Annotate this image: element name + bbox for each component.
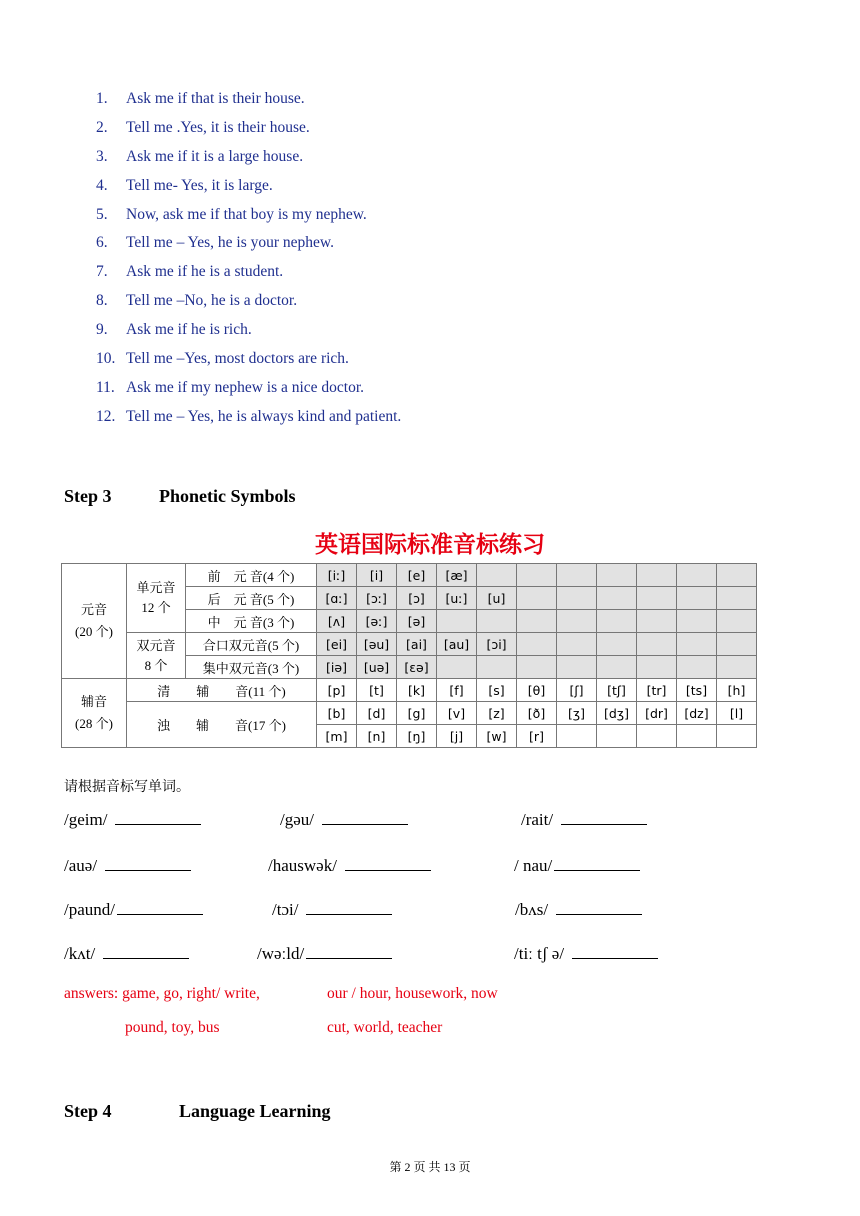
empty-cell xyxy=(477,656,517,679)
symbol-cell: [h] xyxy=(717,679,757,702)
empty-cell xyxy=(597,633,637,656)
empty-cell xyxy=(597,587,637,610)
symbol-cell: [z] xyxy=(477,702,517,725)
table-title: 英语国际标准音标练习 xyxy=(315,532,545,558)
empty-cell xyxy=(557,610,597,633)
exercise-item: /kʌt/ xyxy=(64,942,189,964)
symbol-cell: [dz] xyxy=(677,702,717,725)
answer-blank[interactable] xyxy=(556,898,642,915)
symbol-cell: [əː] xyxy=(357,610,397,633)
empty-cell xyxy=(677,633,717,656)
exercise-item: /paund/ xyxy=(64,898,203,920)
symbol-cell: [ə] xyxy=(397,610,437,633)
symbol-cell: [m] xyxy=(317,725,357,748)
empty-cell xyxy=(717,587,757,610)
front-vowel-label: 前 元 音(4 个) xyxy=(186,564,317,587)
empty-cell xyxy=(557,564,597,587)
answers-label: answers: xyxy=(64,985,119,1002)
answers-line-1a: answers: game, go, right/ write, xyxy=(64,985,260,1002)
symbol-cell: [t] xyxy=(357,679,397,702)
list-item: 4. Tell me- Yes, it is large. xyxy=(96,176,273,194)
answer-blank[interactable] xyxy=(554,854,640,871)
list-item: 12. Tell me – Yes, he is always kind and patient. xyxy=(96,407,402,425)
exercise-item: /tiː tʃ ə/ xyxy=(514,942,658,964)
exercise-item: /geim/ xyxy=(64,808,201,830)
symbol-cell: [ei] xyxy=(317,633,357,656)
exercise-item: /wəːld/ xyxy=(257,942,392,964)
symbol-cell: [d] xyxy=(357,702,397,725)
symbol-cell: [uː] xyxy=(437,587,477,610)
empty-cell xyxy=(517,587,557,610)
symbol-cell: [ʃ] xyxy=(557,679,597,702)
answer-blank[interactable] xyxy=(345,854,431,871)
symbol-cell: [n] xyxy=(357,725,397,748)
empty-cell xyxy=(517,610,557,633)
answers-line-1b: our / hour, housework, now xyxy=(327,985,498,1002)
voiceless-consonant-label: 清 辅 音(11 个) xyxy=(127,679,317,702)
empty-cell xyxy=(677,725,717,748)
exercise-item: /auə/ xyxy=(64,854,191,876)
page-footer: 第 2 页 共 13 页 xyxy=(389,1160,471,1174)
step4-label: Step 4 xyxy=(64,1101,112,1121)
symbol-cell: [e] xyxy=(397,564,437,587)
empty-cell xyxy=(557,587,597,610)
empty-cell xyxy=(477,564,517,587)
empty-cell xyxy=(717,725,757,748)
empty-cell xyxy=(517,633,557,656)
exercise-instruction: 请根据音标写单词。 xyxy=(64,779,190,795)
answer-blank[interactable] xyxy=(561,808,647,825)
symbol-cell: [dʒ] xyxy=(597,702,637,725)
symbol-cell: [r] xyxy=(517,725,557,748)
symbol-cell: [ð] xyxy=(517,702,557,725)
symbol-cell: [tr] xyxy=(637,679,677,702)
symbol-cell: [ts] xyxy=(677,679,717,702)
vowel-category: 元音 (20 个) xyxy=(62,564,127,679)
answers-line-2a: pound, toy, bus xyxy=(125,1019,220,1036)
phonetic-table xyxy=(61,563,757,748)
list-item: 7. Ask me if he is a student. xyxy=(96,263,284,281)
symbol-cell: [b] xyxy=(317,702,357,725)
symbol-cell: [ʌ] xyxy=(317,610,357,633)
empty-cell xyxy=(597,610,637,633)
symbol-cell: [uə] xyxy=(357,656,397,679)
list-item: 3. Ask me if it is a large house. xyxy=(96,147,304,165)
empty-cell xyxy=(637,725,677,748)
empty-cell xyxy=(717,564,757,587)
symbol-cell: [ɑː] xyxy=(317,587,357,610)
symbol-cell: [p] xyxy=(317,679,357,702)
exercise-item: /gəu/ xyxy=(280,808,408,830)
closing-diphthong-label: 合口双元音(5 个) xyxy=(186,633,317,656)
empty-cell xyxy=(597,564,637,587)
symbol-cell: [s] xyxy=(477,679,517,702)
empty-cell xyxy=(637,656,677,679)
list-item: 11. Ask me if my nephew is a nice doctor. xyxy=(96,378,365,396)
empty-cell xyxy=(437,656,477,679)
symbol-cell: [ɔ] xyxy=(397,587,437,610)
answer-blank[interactable] xyxy=(306,942,392,959)
list-item: 2. Tell me .Yes, it is their house. xyxy=(96,118,310,136)
step4-title: Language Learning xyxy=(179,1101,331,1121)
empty-cell xyxy=(597,725,637,748)
empty-cell xyxy=(637,633,677,656)
list-item: 9. Ask me if he is rich. xyxy=(96,321,252,339)
empty-cell xyxy=(637,564,677,587)
diphthong-label: 双元音 8 个 xyxy=(127,633,186,679)
exercise-item: /hauswək/ xyxy=(268,854,431,876)
list-item: 6. Tell me – Yes, he is your nephew. xyxy=(96,234,334,252)
empty-cell xyxy=(517,656,557,679)
back-vowel-label: 后 元 音(5 个) xyxy=(186,587,317,610)
list-item: 8. Tell me –No, he is a doctor. xyxy=(96,292,298,310)
empty-cell xyxy=(717,633,757,656)
symbol-cell: [u] xyxy=(477,587,517,610)
symbol-cell: [au] xyxy=(437,633,477,656)
answer-blank[interactable] xyxy=(103,942,189,959)
symbol-cell: [v] xyxy=(437,702,477,725)
answers-line-2b: cut, world, teacher xyxy=(327,1019,443,1036)
symbol-cell: [ʒ] xyxy=(557,702,597,725)
answer-blank[interactable] xyxy=(117,898,203,915)
answer-blank[interactable] xyxy=(572,942,658,959)
mid-vowel-label: 中 元 音(3 个) xyxy=(186,610,317,633)
empty-cell xyxy=(557,633,597,656)
symbol-cell: [ŋ] xyxy=(397,725,437,748)
answer-blank[interactable] xyxy=(306,898,392,915)
empty-cell xyxy=(677,564,717,587)
empty-cell xyxy=(477,610,517,633)
voiced-consonant-label: 浊 辅 音(17 个) xyxy=(127,702,317,748)
list-item: 5. Now, ask me if that boy is my nephew. xyxy=(96,205,367,223)
symbol-cell: [g] xyxy=(397,702,437,725)
list-item: 1. Ask me if that is their house. xyxy=(96,90,305,107)
symbol-cell: [i] xyxy=(357,564,397,587)
step4-heading xyxy=(64,1101,331,1122)
centering-diphthong-label: 集中双元音(3 个) xyxy=(186,656,317,679)
empty-cell xyxy=(677,656,717,679)
symbol-cell: [k] xyxy=(397,679,437,702)
answer-blank[interactable] xyxy=(115,808,201,825)
list-item: 10. Tell me –Yes, most doctors are rich. xyxy=(96,350,349,368)
empty-cell xyxy=(597,656,637,679)
symbol-cell: [ɔi] xyxy=(477,633,517,656)
symbol-cell: [əu] xyxy=(357,633,397,656)
exercise-item: /tɔi/ xyxy=(272,898,392,920)
step3-label: Step 3 xyxy=(64,486,112,506)
instruction-list xyxy=(96,88,736,435)
empty-cell xyxy=(717,656,757,679)
empty-cell xyxy=(557,656,597,679)
empty-cell xyxy=(557,725,597,748)
symbol-cell: [æ] xyxy=(437,564,477,587)
symbol-cell: [f] xyxy=(437,679,477,702)
step3-heading xyxy=(64,486,296,507)
empty-cell xyxy=(677,610,717,633)
exercise-item: / nau/ xyxy=(514,854,640,876)
symbol-cell: [dr] xyxy=(637,702,677,725)
symbol-cell: [ɛə] xyxy=(397,656,437,679)
answer-blank[interactable] xyxy=(105,854,191,871)
consonant-category: 辅音 (28 个) xyxy=(62,679,127,748)
symbol-cell: [j] xyxy=(437,725,477,748)
symbol-cell: [l] xyxy=(717,702,757,725)
symbol-cell: [w] xyxy=(477,725,517,748)
empty-cell xyxy=(437,610,477,633)
exercise-item: /bʌs/ xyxy=(515,898,642,920)
exercise-item: /rait/ xyxy=(521,808,647,830)
symbol-cell: [iə] xyxy=(317,656,357,679)
symbol-cell: [θ] xyxy=(517,679,557,702)
answer-blank[interactable] xyxy=(322,808,408,825)
empty-cell xyxy=(717,610,757,633)
symbol-cell: [iː] xyxy=(317,564,357,587)
empty-cell xyxy=(637,587,677,610)
symbol-cell: [ai] xyxy=(397,633,437,656)
empty-cell xyxy=(517,564,557,587)
step3-title: Phonetic Symbols xyxy=(159,486,296,506)
symbol-cell: [ɔː] xyxy=(357,587,397,610)
empty-cell xyxy=(677,587,717,610)
monophthong-label: 单元音 12 个 xyxy=(127,564,186,633)
symbol-cell: [tʃ] xyxy=(597,679,637,702)
empty-cell xyxy=(637,610,677,633)
